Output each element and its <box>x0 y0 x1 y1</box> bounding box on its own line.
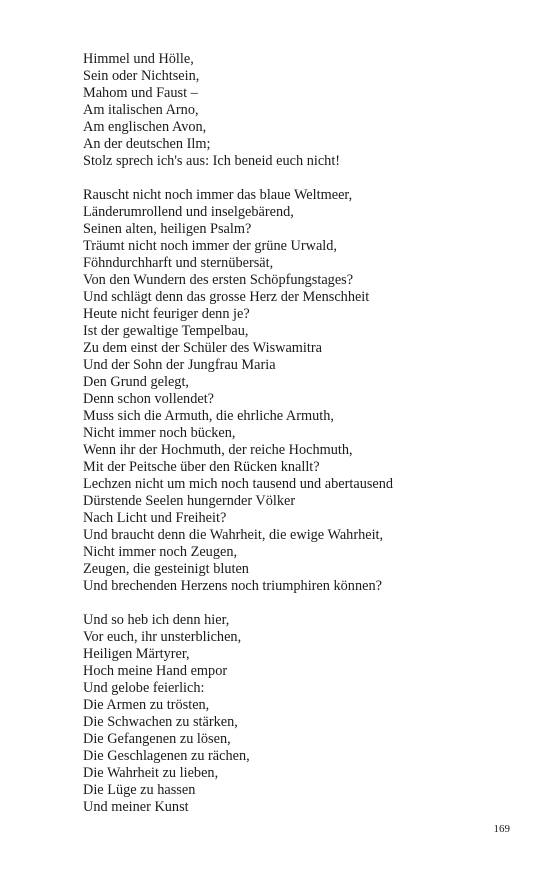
poem-line: Ist der gewaltige Tempelbau, <box>83 323 249 339</box>
stanza <box>83 187 523 595</box>
poem-line: Am italischen Arno, <box>83 102 199 118</box>
poem-line: Zeugen, die gesteinigt bluten <box>83 561 249 577</box>
poem-line: Lechzen nicht um mich noch tausend und abertausend <box>83 476 394 492</box>
stanza <box>83 612 523 816</box>
poem-line: Dürstende Seelen hungernder Völker <box>83 493 296 509</box>
poem-line: Den Grund gelegt, <box>83 374 190 390</box>
poem-line: Vor euch, ihr unsterblichen, <box>83 629 242 645</box>
poem-line: Föhndurchharft und sternübersät, <box>83 255 274 271</box>
poem-line: Zu dem einst der Schüler des Wiswamitra <box>83 340 322 356</box>
poem-line: Am englischen Avon, <box>83 119 207 135</box>
poem-line: Und meiner Kunst <box>83 799 189 815</box>
poem-line: Sein oder Nichtsein, <box>83 68 200 84</box>
poem-line: Von den Wundern des ersten Schöpfungstages? <box>83 272 354 288</box>
poem-line: Stolz sprech ich's aus: Ich beneid euch nicht! <box>83 153 341 169</box>
poem-line: Träumt nicht noch immer der grüne Urwald, <box>83 238 337 254</box>
poem-line: Die Armen zu trösten, <box>83 697 210 713</box>
page-number: 169 <box>493 823 510 835</box>
poem-line: Wenn ihr der Hochmuth, der reiche Hochmuth, <box>83 442 353 458</box>
poem-line: Mahom und Faust – <box>83 85 198 101</box>
poem-line: Die Gefangenen zu lösen, <box>83 731 231 747</box>
poem-line: Heiligen Märtyrer, <box>83 646 190 662</box>
poem-line: Denn schon vollendet? <box>83 391 215 407</box>
poem-line: Mit der Peitsche über den Rücken knallt? <box>83 459 320 475</box>
poem-line: Rauscht nicht noch immer das blaue Weltmeer, <box>83 187 353 203</box>
poem-line: Muss sich die Armuth, die ehrliche Armuth, <box>83 408 334 424</box>
poem-line: Länderumrollend und inselgebärend, <box>83 204 294 220</box>
poem-line: Die Wahrheit zu lieben, <box>83 765 219 781</box>
poem-line: Seinen alten, heiligen Psalm? <box>83 221 252 237</box>
poem-line: Nicht immer noch Zeugen, <box>83 544 238 560</box>
poem-line: Die Geschlagenen zu rächen, <box>83 748 250 764</box>
poem-line: Und so heb ich denn hier, <box>83 612 230 628</box>
poem-line: Und brechenden Herzens noch triumphiren können? <box>83 578 382 594</box>
poem-line: Heute nicht feuriger denn je? <box>83 306 250 322</box>
poem-line: Und der Sohn der Jungfrau Maria <box>83 357 276 373</box>
poem-line: Und braucht denn die Wahrheit, die ewige Wahrheit, <box>83 527 384 543</box>
poem-line: Die Lüge zu hassen <box>83 782 196 798</box>
poem-line: An der deutschen Ilm; <box>83 136 211 152</box>
poem-line: Die Schwachen zu stärken, <box>83 714 238 730</box>
poem-line: Hoch meine Hand empor <box>83 663 228 679</box>
poem-line: Himmel und Hölle, <box>83 51 194 67</box>
poem-text <box>83 51 523 816</box>
poem-line: Und gelobe feierlich: <box>83 680 205 696</box>
poem-line: Nicht immer noch bücken, <box>83 425 236 441</box>
poem-line: Und schlägt denn das grosse Herz der Menschheit <box>83 289 370 305</box>
poem-line: Nach Licht und Freiheit? <box>83 510 227 526</box>
stanza <box>83 51 523 170</box>
